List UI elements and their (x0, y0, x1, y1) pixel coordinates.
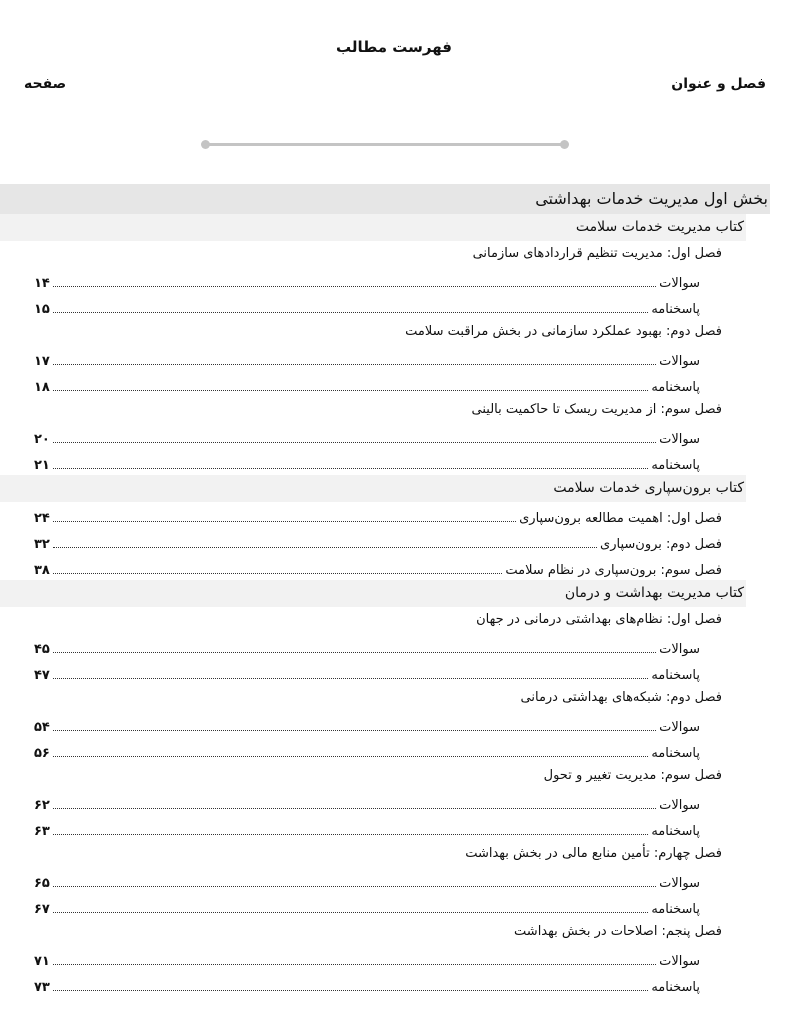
dot-leader (53, 834, 648, 835)
chapter-title: فصل سوم: از مدیریت ریسک تا حاکمیت بالینی (471, 402, 722, 417)
dot-leader (53, 652, 656, 653)
chapter-title-column-header: فصل و عنوان (671, 76, 766, 92)
page-number: ۴۵ (34, 642, 50, 657)
toc-entry (0, 502, 788, 528)
entry-label: سوالات (659, 642, 700, 657)
dot-leader (53, 468, 648, 469)
toc-entry (0, 293, 788, 319)
entry-label: پاسخنامه (651, 746, 700, 761)
book-heading: کتاب برون‌سپاری خدمات سلامت (0, 475, 746, 502)
chapter-title: فصل چهارم: تأمین منابع مالی در بخش بهداشت (465, 846, 722, 861)
book-heading: کتاب مدیریت بهداشت و درمان (0, 580, 746, 607)
toc-entry (0, 659, 788, 685)
entry-label: سوالات (659, 954, 700, 969)
dot-leader (53, 521, 516, 522)
page-number: ۴۷ (34, 668, 50, 683)
dot-leader (53, 678, 648, 679)
toc-entry (0, 423, 788, 449)
toc-entry (0, 711, 788, 737)
book-heading: کتاب مدیریت خدمات سلامت (0, 214, 746, 241)
dot-leader (53, 808, 656, 809)
part-heading: بخش اول مدیریت خدمات بهداشتی (0, 184, 770, 214)
entry-label: پاسخنامه (651, 980, 700, 995)
page-number: ۱۵ (34, 302, 50, 317)
entry-label: پاسخنامه (651, 902, 700, 917)
toc-entry (0, 789, 788, 815)
chapter-title: فصل پنجم: اصلاحات در بخش بهداشت (514, 924, 722, 939)
dot-leader (53, 390, 648, 391)
page-title: فهرست مطالب (336, 38, 452, 56)
page-number: ۲۱ (34, 458, 50, 473)
chapter-title: فصل سوم: برون‌سپاری در نظام سلامت (505, 563, 722, 578)
entry-label: سوالات (659, 276, 700, 291)
chapter-title: فصل اول: نظام‌های بهداشتی درمانی در جهان (476, 612, 722, 627)
toc-entry (0, 345, 788, 371)
dot-leader (53, 886, 656, 887)
entry-label: سوالات (659, 432, 700, 447)
dot-leader (53, 286, 656, 287)
dot-leader (53, 442, 656, 443)
page-number: ۶۵ (34, 876, 50, 891)
toc-entry (0, 945, 788, 971)
page-number: ۶۳ (34, 824, 50, 839)
page-number: ۳۲ (34, 537, 50, 552)
entry-label: سوالات (659, 720, 700, 735)
dot-leader (53, 547, 597, 548)
toc-entry (0, 371, 788, 397)
toc-entry (0, 633, 788, 659)
toc-entry (0, 971, 788, 997)
entry-label: پاسخنامه (651, 824, 700, 839)
page-number: ۲۰ (34, 432, 50, 447)
dot-leader (53, 364, 656, 365)
chapter-title: فصل دوم: شبکه‌های بهداشتی درمانی (520, 690, 722, 705)
decorative-divider (205, 143, 565, 146)
toc-entry (0, 737, 788, 763)
page-number: ۶۲ (34, 798, 50, 813)
toc-entry (0, 893, 788, 919)
chapter-title: فصل دوم: بهبود عملکرد سازمانی در بخش مراقبت سلامت (405, 324, 722, 339)
page-number: ۳۸ (34, 563, 50, 578)
page-number: ۲۴ (34, 511, 50, 526)
entry-label: پاسخنامه (651, 302, 700, 317)
page-number: ۶۷ (34, 902, 50, 917)
entry-label: پاسخنامه (651, 380, 700, 395)
table-of-contents (0, 184, 788, 997)
chapter-title: فصل اول: مدیریت تنظیم قراردادهای سازمانی (472, 246, 722, 261)
entry-label: پاسخنامه (651, 668, 700, 683)
dot-leader (53, 990, 648, 991)
page-column-header: صفحه (24, 76, 67, 92)
page-number: ۵۶ (34, 746, 50, 761)
page-number: ۷۳ (34, 980, 50, 995)
chapter-title: فصل اول: اهمیت مطالعه برون‌سپاری (519, 511, 722, 526)
page-number: ۱۴ (34, 276, 50, 291)
dot-leader (53, 573, 503, 574)
dot-leader (53, 312, 648, 313)
entry-label: پاسخنامه (651, 458, 700, 473)
page-number: ۱۸ (34, 380, 50, 395)
toc-entry (0, 267, 788, 293)
chapter-title: فصل سوم: مدیریت تغییر و تحول (543, 768, 722, 783)
entry-label: سوالات (659, 798, 700, 813)
entry-label: سوالات (659, 354, 700, 369)
dot-leader (53, 912, 648, 913)
entry-label: سوالات (659, 876, 700, 891)
dot-leader (53, 964, 656, 965)
toc-entry (0, 528, 788, 554)
toc-entry (0, 815, 788, 841)
toc-entry (0, 554, 788, 580)
chapter-title: فصل دوم: برون‌سپاری (600, 537, 722, 552)
dot-leader (53, 756, 648, 757)
toc-entry (0, 449, 788, 475)
dot-leader (53, 730, 656, 731)
page-number: ۵۴ (34, 720, 50, 735)
page-number: ۱۷ (34, 354, 50, 369)
page-number: ۷۱ (34, 954, 50, 969)
toc-entry (0, 867, 788, 893)
